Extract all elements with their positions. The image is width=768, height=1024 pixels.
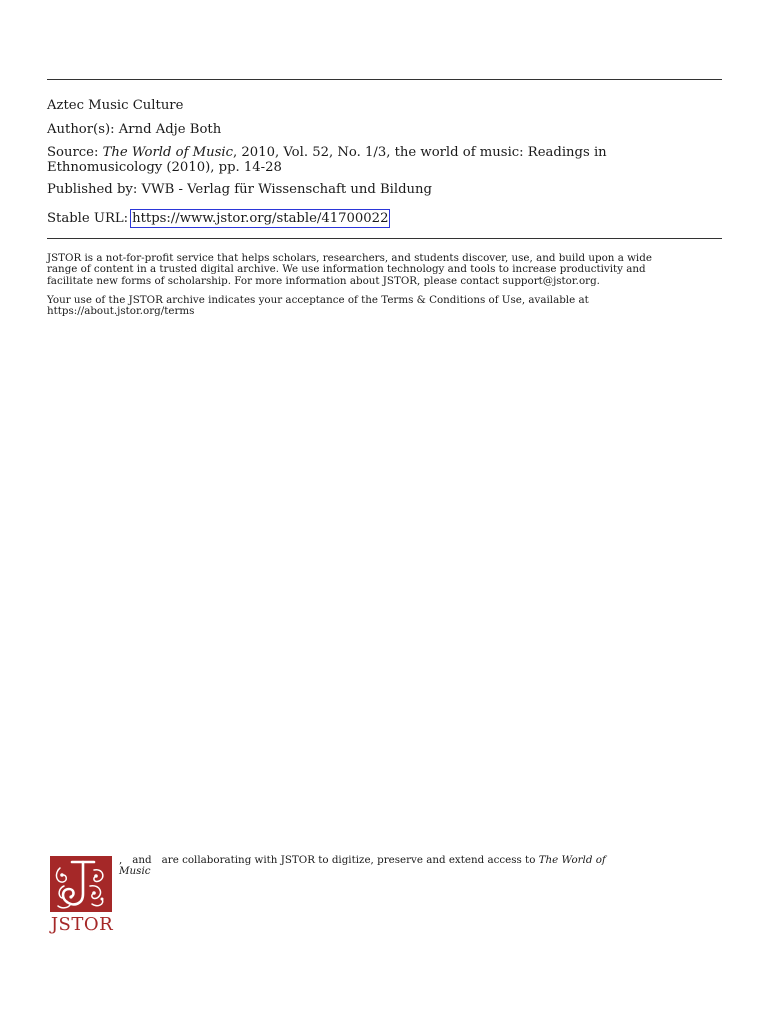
jstor-emblem-icon [50, 856, 112, 912]
terms-notice [47, 295, 722, 318]
jstor-logo [49, 856, 115, 936]
jstor-notice-line: JSTOR is a not-for-profit service that helps scholars, researchers, and students discover, use, and build upon a wide [47, 252, 652, 264]
stable-url-line [47, 209, 722, 228]
author-name: Arnd Adje Both [118, 122, 222, 137]
publisher-name: VWB - Verlag für Wissenschaft und Bildung [141, 182, 432, 197]
author-label: Author(s): [47, 122, 115, 137]
jstor-wordmark: JSTOR [50, 914, 114, 935]
collab-journal: The World of [538, 854, 606, 866]
source-line [47, 145, 722, 175]
publisher-line [47, 182, 722, 197]
top-divider [47, 79, 722, 80]
jstor-notice-line: facilitate new forms of scholarship. For more information about JSTOR, please contact support@jstor.org. [47, 274, 600, 287]
author-line [47, 122, 722, 137]
collab-journal-continued: Music [119, 865, 151, 878]
article-title: Aztec Music Culture [47, 98, 184, 113]
publisher-label: Published by: [47, 182, 138, 197]
jstor-notice-line: range of content in a trusted digital archive. We use information technology and tools to increase productivity and [47, 263, 646, 276]
jstor-notice [47, 253, 722, 287]
terms-link[interactable]: https://about.jstor.org/terms [47, 305, 195, 318]
stable-url-link[interactable]: https://www.jstor.org/stable/41700022 [132, 211, 389, 226]
collab-and: and [132, 854, 152, 866]
source-details: , 2010, Vol. 52, No. 1/3, the world of music: Readings in [233, 145, 607, 160]
collaboration-statement [119, 855, 679, 878]
source-label: Source: [47, 145, 99, 160]
collab-text: are collaborating with JSTOR to digitize, preserve and extend access to [161, 854, 536, 866]
middle-divider [47, 238, 722, 239]
source-journal: The World of Music [102, 145, 234, 160]
source-details-continued: Ethnomusicology (2010), pp. 14-28 [47, 160, 282, 175]
terms-notice-line: Your use of the JSTOR archive indicates your acceptance of the Terms & Conditions of Use, available at [47, 294, 589, 306]
collab-comma: , [119, 854, 123, 866]
stable-url-label: Stable URL: [47, 211, 129, 226]
